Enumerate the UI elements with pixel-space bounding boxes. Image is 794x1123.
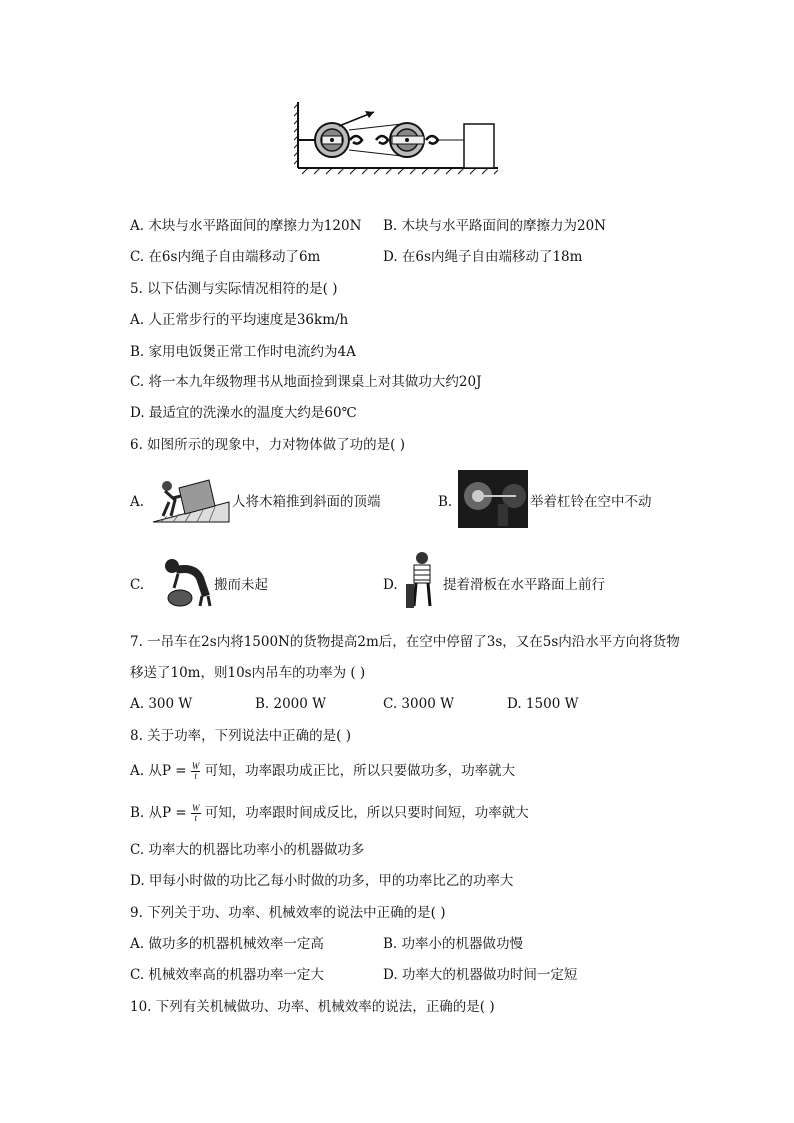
q8-option-b-suffix: 可知，功率跟时间成反比，所以只要时间短，功率就大 bbox=[204, 805, 529, 821]
q10-stem: 10. 下列有关机械做功、功率、机械效率的说法，正确的是( ) bbox=[130, 999, 495, 1015]
q6-option-b-label: B. bbox=[438, 494, 453, 510]
lift-stone-image bbox=[158, 556, 212, 608]
q8-option-a-suffix: 可知，功率跟功成正比，所以只要做功多，功率就大 bbox=[204, 763, 516, 779]
q9-option-b: B. 功率小的机器做功慢 bbox=[383, 936, 524, 952]
q8-option-a-prefix: A. 从P = bbox=[130, 763, 187, 779]
barbell-image bbox=[458, 470, 528, 528]
q9-option-a: A. 做功多的机器机械效率一定高 bbox=[130, 936, 324, 952]
fraction-numerator: W bbox=[192, 803, 200, 813]
q8-option-d: D. 甲每小时做的功比乙每小时做的功多，甲的功率比乙的功率大 bbox=[130, 873, 514, 889]
work-over-time-fraction bbox=[191, 762, 201, 781]
q6-option-b-text: 举着杠铃在空中不动 bbox=[530, 494, 652, 510]
fraction-denominator: t bbox=[194, 813, 197, 823]
q8-option-b bbox=[130, 804, 529, 823]
q8-option-c: C. 功率大的机器比功率小的机器做功多 bbox=[130, 842, 365, 858]
q4-option-a: A. 木块与水平路面间的摩擦力为120N bbox=[130, 218, 362, 234]
q5-option-b: B. 家用电饭煲正常工作时电流约为4A bbox=[130, 344, 356, 360]
q8-option-b-prefix: B. 从P = bbox=[130, 805, 187, 821]
q4-option-d: D. 在6s内绳子自由端移动了18m bbox=[383, 249, 583, 265]
q6-option-c-text: 搬而未起 bbox=[214, 577, 268, 593]
q6-stem: 6. 如图所示的现象中，力对物体做了功的是( ) bbox=[130, 437, 405, 453]
work-over-time-fraction bbox=[191, 804, 201, 823]
q5-stem: 5. 以下估测与实际情况相符的是( ) bbox=[130, 281, 338, 297]
q9-option-d: D. 功率大的机器做功时间一定短 bbox=[383, 967, 578, 983]
q5-option-d: D. 最适宜的洗澡水的温度大约是60℃ bbox=[130, 405, 357, 421]
q5-option-a: A. 人正常步行的平均速度是36km/h bbox=[130, 312, 349, 328]
q9-stem: 9. 下列关于功、功率、机械效率的说法中正确的是( ) bbox=[130, 905, 446, 921]
q7-option-c: C. 3000 W bbox=[383, 696, 454, 712]
q6-option-c-label: C. bbox=[130, 577, 145, 593]
q6-option-a-label: A. bbox=[130, 494, 145, 510]
q7-option-b: B. 2000 W bbox=[255, 696, 327, 712]
q4-option-b: B. 木块与水平路面间的摩擦力为20N bbox=[383, 218, 606, 234]
q8-stem: 8. 关于功率，下列说法中正确的是( ) bbox=[130, 728, 351, 744]
q6-option-d-label: D. bbox=[383, 577, 398, 593]
q6-option-d-text: 提着滑板在水平路面上前行 bbox=[443, 577, 605, 593]
q7-option-d: D. 1500 W bbox=[507, 696, 579, 712]
q7-stem-line1: 7. 一吊车在2s内将1500N的货物提高2m后，在空中停留了3s，又在5s内沿水平方向将货物 bbox=[130, 634, 680, 650]
q9-option-c: C. 机械效率高的机器功率一定大 bbox=[130, 967, 324, 983]
pulley-system-figure bbox=[294, 100, 500, 176]
carry-skateboard-image bbox=[402, 550, 440, 612]
q7-option-a: A. 300 W bbox=[130, 696, 193, 712]
q7-stem-line2: 移送了10m，则10s内吊车的功率为 ( ) bbox=[130, 665, 366, 681]
q4-option-c: C. 在6s内绳子自由端移动了6m bbox=[130, 249, 321, 265]
fraction-numerator: W bbox=[191, 761, 200, 771]
fraction-denominator: t bbox=[194, 771, 197, 781]
q8-option-a bbox=[130, 762, 515, 781]
push-box-up-slope-image bbox=[151, 472, 231, 524]
q5-option-c: C. 将一本九年级物理书从地面捡到课桌上对其做功大约20J bbox=[130, 374, 482, 390]
q6-option-a-text: 人将木箱推到斜面的顶端 bbox=[232, 494, 381, 510]
